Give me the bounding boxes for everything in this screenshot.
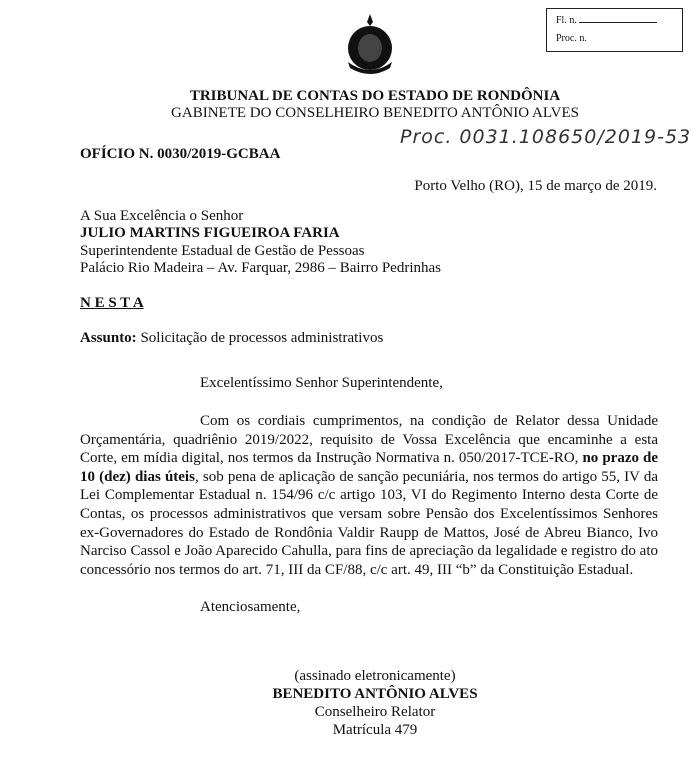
proc-label: Proc. n. <box>556 33 587 44</box>
signer-title: Conselheiro Relator <box>314 704 436 720</box>
oficio-number: OFÍCIO N. 0030/2019-GCBAA <box>80 146 281 162</box>
body-paragraph <box>80 412 658 579</box>
recipient-role: Superintendente Estadual de Gestão de Pessoas <box>80 243 365 259</box>
handwritten-protocol: Proc. 0031.108650/2019-53 <box>400 126 692 148</box>
body-text-2: , sob pena de aplicação de sanção pecuniária, nos termos do artigo 55, IV da Lei Complementar Estadual n. 154/96 c/c artigo 103, VI do Regimento Interno desta Corte de Contas, os processos administrativos que versam sobre Pensão dos Excelentíssimos Senhores ex-Governadores do Estado de Rondônia Valdir Raupp de Mattos, José de Abreu Bianco, Ivo Narciso Cassol e João Aparecido Cahulla, para fins de apreciação da legalidade e registro do ato concessório nos termos do art. 71, III da CF/88, c/c art. 49, III “b” da Constituição Estadual. <box>80 468 659 578</box>
subject-line <box>80 330 383 346</box>
recipient-address: Palácio Rio Madeira – Av. Farquar, 2986 – Bairro Pedrinhas <box>80 260 441 276</box>
signer-id: Matrícula 479 <box>332 722 418 738</box>
subject-text: Solicitação de processos administrativos <box>136 330 384 346</box>
deadline-bold: no prazo de 10 (dez) dias úteis <box>80 450 658 485</box>
office-name: GABINETE DO CONSELHEIRO BENEDITO ANTÔNIO ALVES <box>171 105 579 121</box>
recipient-salutation: A Sua Excelência o Senhor <box>80 208 244 224</box>
nesta-label: N E S T A <box>80 295 144 311</box>
recipient-name: JULIO MARTINS FIGUEIROA FARIA <box>80 225 340 241</box>
signature-note: (assinado eletronicamente) <box>294 668 456 684</box>
fl-label <box>556 15 657 27</box>
body-text-1: Com os cordiais cumprimentos, na condição de Relator dessa Unidade Orçamentária, quadriênio 2019/2022, requisito de Vossa Excelência que encaminhe a esta Corte, em mídia digital, nos termos da Instrução Normativa n. 050/2017-TCE-RO, <box>80 413 658 467</box>
greeting: Excelentíssimo Senhor Superintendente, <box>200 375 443 391</box>
subject-label: Assunto: <box>80 330 137 346</box>
coat-of-arms-icon <box>340 12 400 76</box>
signer-name: BENEDITO ANTÔNIO ALVES <box>272 686 478 702</box>
protocol-stamp-box <box>546 8 683 52</box>
org-name: TRIBUNAL DE CONTAS DO ESTADO DE RONDÔNIA <box>189 88 561 104</box>
fl-blank-line <box>579 22 657 23</box>
fl-text: Fl. n. <box>556 15 577 26</box>
date-line: Porto Velho (RO), 15 de março de 2019. <box>414 178 657 194</box>
closing: Atenciosamente, <box>200 599 301 615</box>
